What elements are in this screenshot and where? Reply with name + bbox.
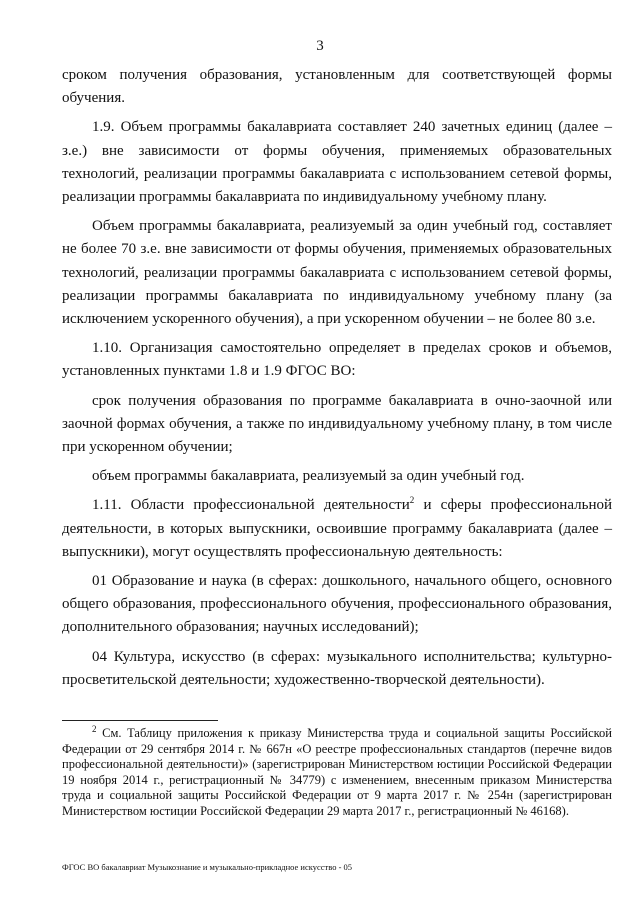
footnote-text: См. Таблицу приложения к приказу Министерства труда и социальной защиты Российской Федерации от 29 сентября 2014 г. № 667н «О реестре профессиональных стандартов (перечне видов профессиональной деятельности)» (зарегистрирован Министерством юстиции Российской Федерации 19 ноября 2014 г., регистрационный № 34779) с изменением, внесенным приказом Министерства труда и социальной защиты Российской Федерации от 9 марта 2017 г. № 254н (зарегистрирован Министерством юстиции Российской Федерации 29 марта 2017 г., регистрационный № 46168). xyxy=(62,726,612,818)
area-item: 01 Образование и наука (в сферах: дошкольного, начального общего, основного общего образования, профессионального обучения, профессионального образования, дополнительного образования; научных исследований); xyxy=(62,573,612,636)
footnote-reference[interactable]: 2 xyxy=(409,495,415,506)
paragraph: Объем программы бакалавриата, реализуемый за один учебный год, составляет не более 70 з.е. вне зависимости от формы обучения, применяемых образовательных технологий, реализации программы бакалавриата с использованием сетевой формы, реализации программы бакалавриата по индивидуальному учебному плану (за исключением ускоренного обучения), а при ускоренном обучении – не более 80 з.е. xyxy=(62,218,612,328)
paragraph: 1.9. Объем программы бакалавриата составляет 240 зачетных единиц (далее – з.е.) вне зависимости от формы обучения, применяемых образовательных технологий, реализации программы бакалавриата с использованием сетевой формы, реализации программы бакалавриата по индивидуальному учебному плану. xyxy=(62,119,612,206)
paragraph: объем программы бакалавриата, реализуемый за один учебный год. xyxy=(92,468,525,485)
area-item: 04 Культура, искусство (в сферах: музыкального исполнительства; культурно-просветительской деятельности; художественно-творческой деятельности). xyxy=(62,648,612,688)
page-footer: ФГОС ВО бакалавриат Музыкознание и музыкально-прикладное искусство - 05 xyxy=(62,862,353,872)
paragraph-1-11 xyxy=(62,494,612,564)
paragraph-1-11-rest: и сферы профессиональной деятельности, в которых выпускники, освоившие программу бакалавриата (далее – выпускники), могут осуществлять профессиональную деятельность: xyxy=(62,497,612,560)
paragraph-1-11-lead: 1.11. Области профессиональной деятельности xyxy=(92,497,410,514)
footnote-mark: 2 xyxy=(92,723,97,734)
body-text xyxy=(62,64,612,698)
paragraph: 1.10. Организация самостоятельно определяет в пределах сроков и объемов, установленных пунктами 1.8 и 1.9 ФГОС ВО: xyxy=(62,340,612,380)
paragraph: срок получения образования по программе бакалавриата в очно-заочной или заочной формах обучения, а также по индивидуальному учебному плану, в том числе при ускоренном обучении; xyxy=(62,392,612,456)
paragraph: сроком получения образования, установленным для соответствующей формы обучения. xyxy=(62,67,612,107)
footnote xyxy=(62,723,612,819)
footnote-divider xyxy=(62,720,218,721)
page-number: 3 xyxy=(316,38,324,54)
